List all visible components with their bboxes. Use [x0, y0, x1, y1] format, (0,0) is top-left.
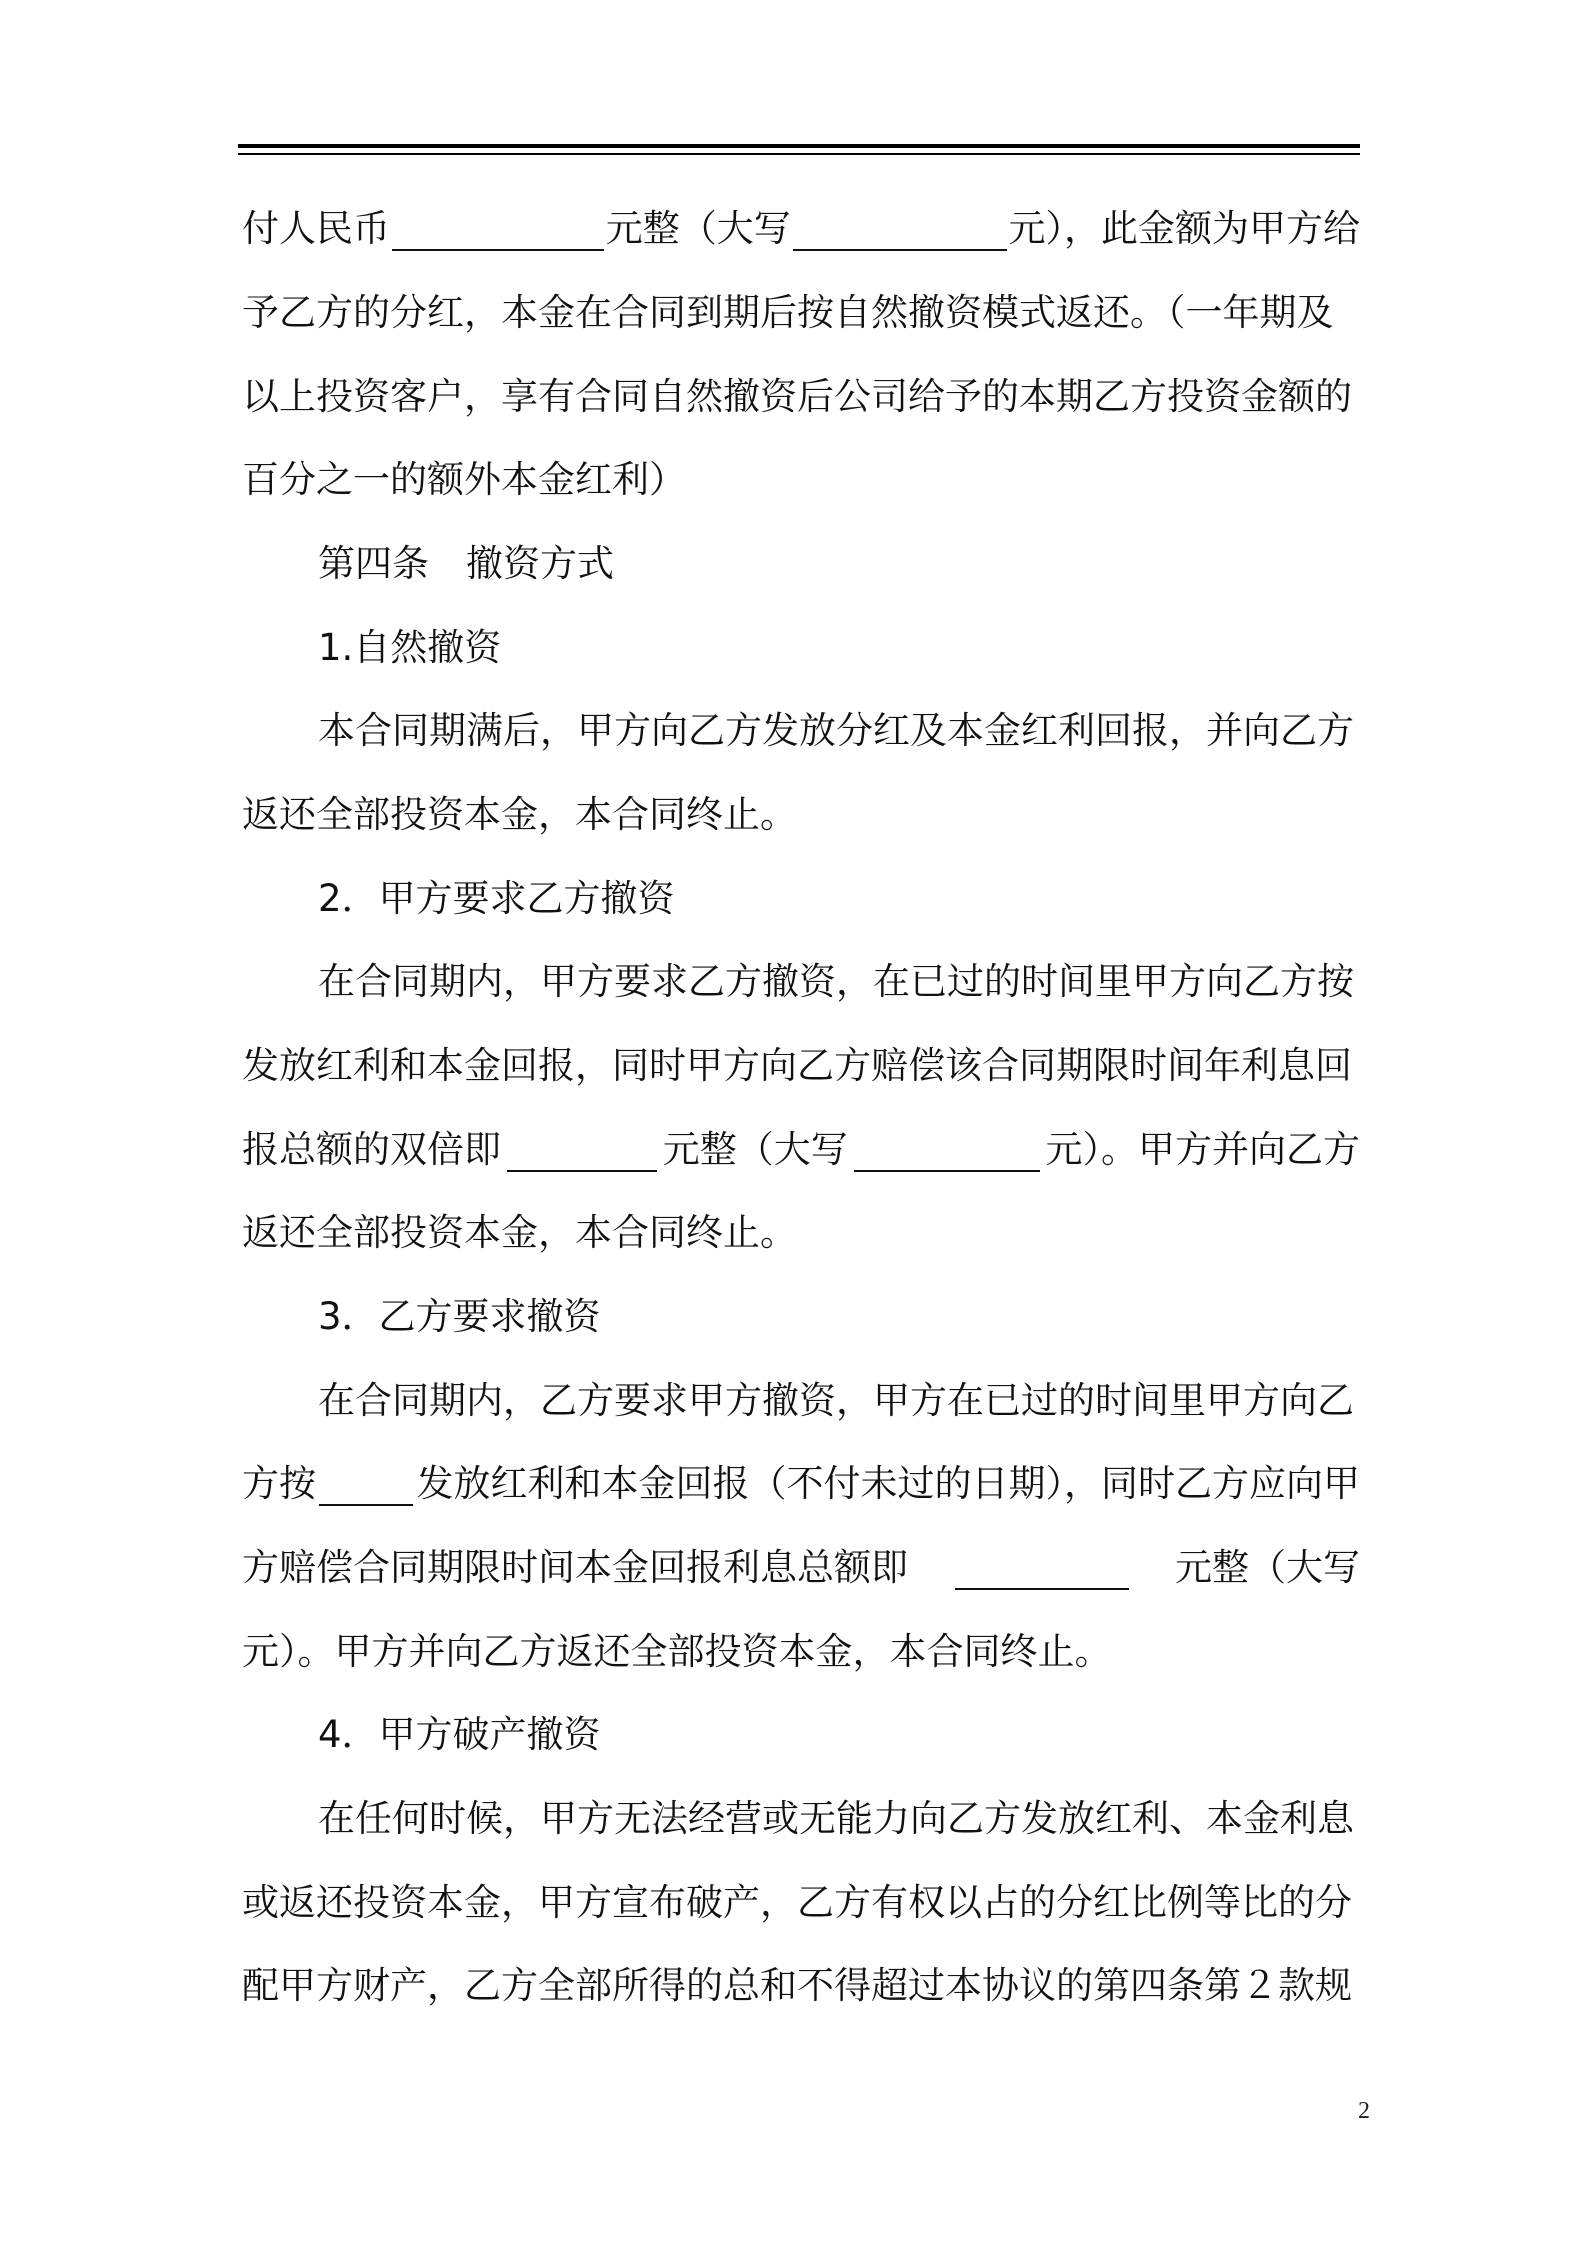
header-rule-thick: [238, 144, 1360, 148]
header-rule-thin: [238, 153, 1360, 155]
text-segment: 元），此金额为甲方给: [1008, 207, 1360, 250]
text-line: [242, 369, 1360, 425]
text-segment: 方按: [242, 1462, 316, 1505]
blank-field-amount-written: [793, 207, 1007, 251]
subsection-title: [318, 1707, 1360, 1763]
text-segment: 在合同期内，乙方要求甲方撤资，甲方在已过的时间里甲方向乙: [318, 1379, 1354, 1422]
text-segment: 返还全部投资本金，本合同终止。: [242, 1211, 797, 1254]
text-line: [242, 452, 1360, 508]
text-line: [242, 201, 1360, 257]
subsection-title: [318, 620, 1360, 676]
text-segment: 返还全部投资本金，本合同终止。: [242, 793, 797, 836]
text-segment: 配甲方财产，乙方全部所得的总和不得超过本协议的第四条第２款规: [242, 1964, 1352, 2007]
text-segment: 百分之一的额外本金红利）: [242, 458, 686, 501]
text-segment: 3．乙方要求撤资: [318, 1295, 601, 1338]
subsection-title: [318, 871, 1360, 927]
blank-field-amount: [955, 1546, 1129, 1590]
text-line: [318, 703, 1360, 759]
text-line: [242, 1540, 1360, 1596]
text-segment: 元整（大写: [1175, 1546, 1360, 1589]
blank-field-amount-written: [854, 1128, 1040, 1172]
text-segment: 发放红利和本金回报，同时甲方向乙方赔偿该合同期限时间年利息回: [242, 1044, 1352, 1087]
blank-field-amount: [392, 207, 604, 251]
text-segment: 发放红利和本金回报（不付未过的日期），同时乙方应向甲: [416, 1462, 1360, 1505]
text-segment: 方赔偿合同期限时间本金回报利息总额即: [242, 1546, 908, 1589]
text-line: [242, 1958, 1360, 2014]
blank-field-rate: [319, 1462, 413, 1506]
text-segment: 元）。甲方并向乙方返还全部投资本金，本合同终止。: [242, 1630, 1112, 1673]
text-segment: 付人民币: [242, 207, 390, 250]
text-line: [242, 1456, 1360, 1512]
text-segment: 报总额的双倍即: [242, 1128, 501, 1171]
text-segment: 元整（大写: [662, 1128, 848, 1171]
page-number: 2: [1358, 2098, 1370, 2124]
text-line: [242, 1624, 1360, 1680]
text-segment: 1.自然撤资: [318, 626, 502, 669]
text-segment: 予乙方的分红，本金在合同到期后按自然撤资模式返还。（一年期及: [242, 291, 1334, 334]
blank-field-amount: [507, 1128, 657, 1172]
text-line: [318, 1373, 1360, 1429]
text-segment: 或返还投资本金，甲方宣布破产，乙方有权以占的分红比例等比的分: [242, 1881, 1352, 1924]
text-segment: 4．甲方破产撤资: [318, 1713, 601, 1756]
section-heading: [318, 536, 1360, 592]
text-segment: 元）。甲方并向乙方: [1045, 1128, 1360, 1171]
text-segment: 在合同期内，甲方要求乙方撤资，在已过的时间里甲方向乙方按: [318, 960, 1354, 1003]
text-segment: 在任何时候，甲方无法经营或无能力向乙方发放红利、本金利息: [318, 1797, 1354, 1840]
text-segment: 元整（大写: [605, 207, 791, 250]
text-line: [318, 1791, 1360, 1847]
text-line: [242, 787, 1360, 843]
text-segment: 2．甲方要求乙方撤资: [318, 877, 675, 920]
text-segment: 以上投资客户，享有合同自然撤资后公司给予的本期乙方投资金额的: [242, 375, 1352, 418]
text-line: [242, 285, 1360, 341]
text-segment: 第四条 撤资方式: [318, 542, 614, 585]
text-segment: 本合同期满后，甲方向乙方发放分红及本金红利回报，并向乙方: [318, 709, 1354, 752]
text-line: [242, 1122, 1360, 1178]
subsection-title: [318, 1289, 1360, 1345]
text-line: [242, 1875, 1360, 1931]
text-line: [242, 1038, 1360, 1094]
text-line: [318, 954, 1360, 1010]
text-line: [242, 1205, 1360, 1261]
